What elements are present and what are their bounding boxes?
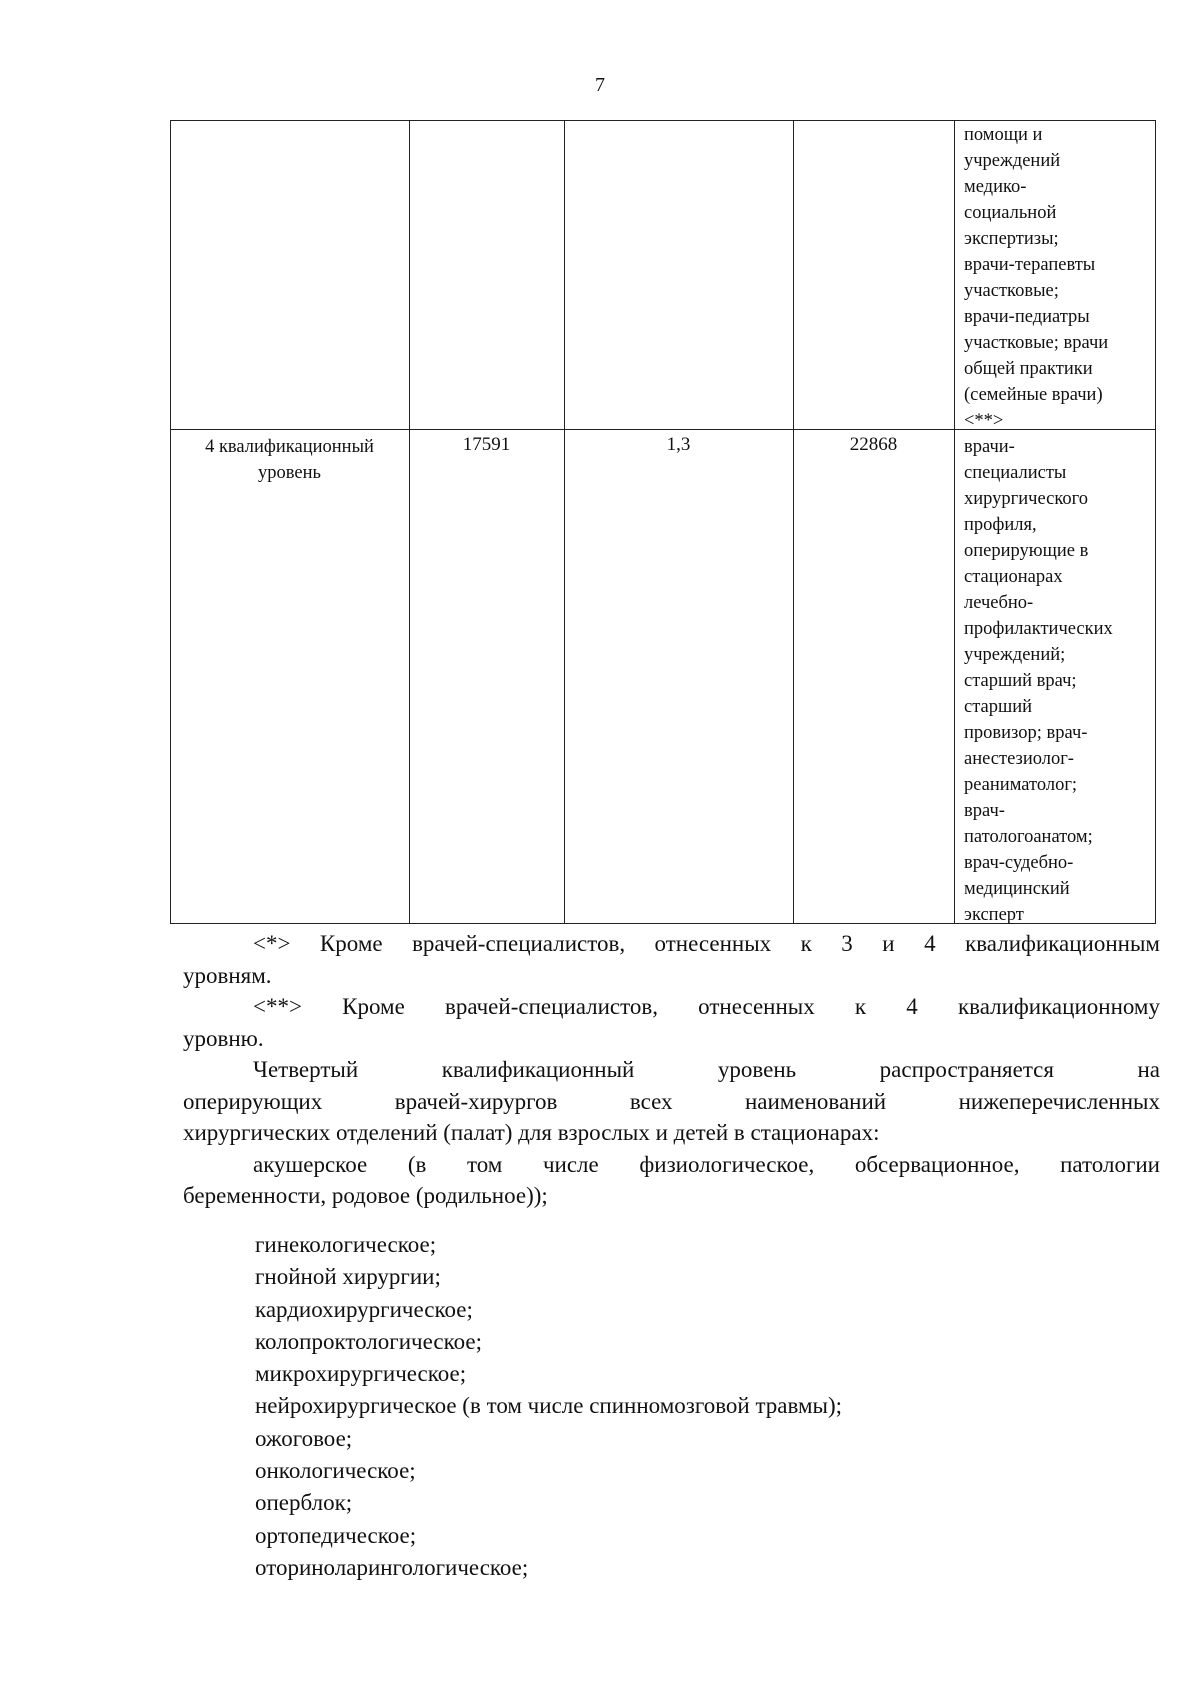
table-col-divider — [793, 120, 794, 924]
list-item: колопроктологическое; — [255, 1328, 482, 1354]
list-item-line: акушерское (в том числе физиологическое, обсервационное, патологии — [253, 1151, 1160, 1177]
list-item: гинекологическое; — [255, 1232, 437, 1257]
cell-line: уровень — [258, 463, 321, 483]
cell-line: помощи и — [964, 125, 1043, 145]
footnote-2-line: <**> Кроме врачей-специалистов, отнесенных к 4 квалификационному — [253, 994, 1160, 1019]
list-item-line: беременности, родовое (родильное)); — [183, 1183, 548, 1208]
footnote-2-line: уровню. — [183, 1025, 264, 1051]
cell-line: анестезиолог- — [964, 749, 1074, 769]
paragraph-line: оперирующих врачей-хирургов всех наименований нижеперечисленных — [183, 1088, 1160, 1114]
cell-line: профилактических — [964, 619, 1113, 639]
footnote-1-line: уровням. — [183, 962, 272, 988]
cell-line: патологоанатом; — [964, 827, 1093, 847]
cell-line: 4 квалификационный — [205, 437, 374, 457]
paragraph-line: Четвертый квалификационный уровень распространяется на — [253, 1057, 1160, 1082]
page-number: 7 — [595, 74, 605, 96]
table-col-divider — [409, 120, 410, 924]
paragraph-line: хирургических отделений (палат) для взрослых и детей в стационарах: — [183, 1120, 880, 1145]
list-item: нейрохирургическое (в том числе спинномозговой травмы); — [255, 1393, 843, 1419]
cell-line: врач- — [964, 801, 1005, 821]
cell-line: медицинский — [964, 879, 1070, 899]
footnote-1-line: <*> Кроме врачей-специалистов, отнесенных к 3 и 4 квалификационным — [253, 931, 1160, 956]
table-left-border — [170, 120, 171, 924]
table-col-divider — [564, 120, 565, 924]
cell-line: медико- — [964, 177, 1027, 197]
list-item: оториноларингологическое; — [255, 1554, 529, 1580]
list-item: гнойной хирургии; — [255, 1264, 441, 1290]
cell-line: участковые; — [964, 281, 1059, 301]
cell-line: (семейные врачи) — [964, 385, 1103, 405]
cell-line: общей практики — [964, 359, 1093, 379]
cell-line: стационарах — [964, 567, 1063, 587]
cell-line: профиля, — [964, 515, 1037, 535]
cell-line: эксперт — [964, 905, 1024, 925]
cell-line: учреждений — [964, 151, 1061, 171]
list-item: оперблок; — [255, 1490, 353, 1516]
positions-cell — [964, 434, 1156, 928]
cell-line: <**> — [964, 411, 1004, 431]
salary-cell: 22868 — [849, 434, 898, 455]
cell-line: врач-судебно- — [964, 853, 1074, 873]
cell-line: учреждений; — [964, 645, 1066, 665]
coefficient-cell: 1,3 — [666, 434, 691, 455]
cell-line: врачи- — [964, 437, 1015, 457]
positions-cell-continued — [964, 122, 1156, 434]
cell-line: экспертизы; — [964, 229, 1059, 249]
cell-line: врачи-терапевты — [964, 255, 1096, 275]
cell-line: реаниматолог; — [964, 775, 1078, 795]
list-item: микрохирургическое; — [255, 1361, 467, 1387]
qualification-table — [170, 120, 1156, 924]
footnotes-and-text — [183, 928, 1160, 1212]
department-list — [255, 1229, 842, 1584]
cell-line: старший врач; — [964, 671, 1077, 691]
cell-line: оперирующие в — [964, 541, 1089, 561]
list-item: онкологическое; — [255, 1458, 416, 1484]
cell-line: специалисты — [964, 463, 1067, 483]
cell-line: старший — [964, 697, 1033, 717]
list-item: ортопедическое; — [255, 1522, 417, 1548]
table-top-border — [170, 120, 1156, 121]
cell-line: социальной — [964, 203, 1057, 223]
base-salary-cell: 17591 — [462, 434, 511, 455]
cell-line: врачи-педиатры — [964, 307, 1090, 327]
cell-line: хирургического — [964, 489, 1089, 509]
list-item: ожоговое; — [255, 1425, 353, 1451]
cell-line: участковые; врачи — [964, 333, 1109, 353]
list-item: кардиохирургическое; — [255, 1296, 473, 1322]
cell-line: лечебно- — [964, 593, 1034, 613]
table-col-divider — [954, 120, 955, 924]
level-label-cell — [170, 434, 409, 486]
cell-line: провизор; врач- — [964, 723, 1088, 743]
